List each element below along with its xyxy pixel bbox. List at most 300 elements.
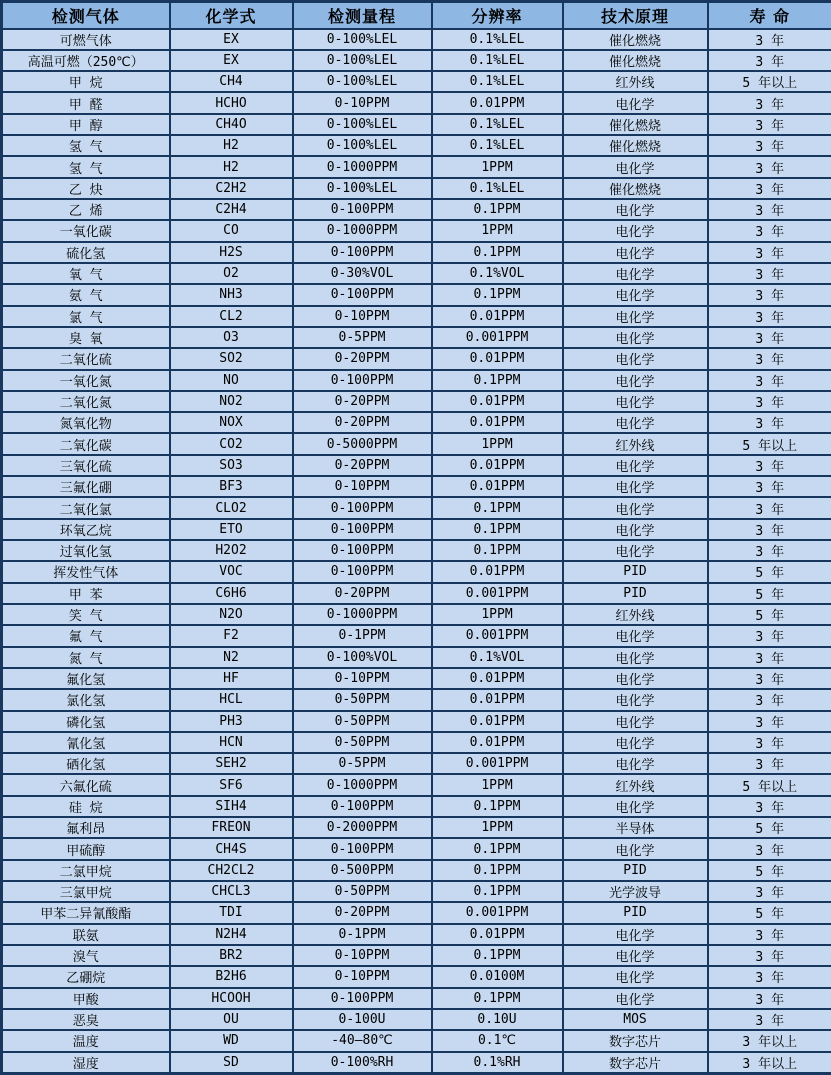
gas-name-cell: 可燃气体	[2, 29, 170, 50]
gas-name-cell: 环氧乙烷	[2, 519, 170, 540]
column-header: 分辨率	[432, 2, 563, 29]
principle-cell: 数字芯片	[563, 1052, 708, 1074]
principle-cell: 电化学	[563, 647, 708, 668]
principle-cell: 电化学	[563, 199, 708, 220]
table-row	[2, 732, 831, 753]
formula-cell: CH4	[170, 71, 293, 92]
resolution-cell: 0.0100M	[432, 966, 563, 987]
formula-cell: HCOOH	[170, 988, 293, 1009]
principle-cell: 电化学	[563, 284, 708, 305]
range-cell: 0-1000PPM	[293, 156, 432, 177]
resolution-cell: 0.01PPM	[432, 348, 563, 369]
gas-name-cell: 恶臭	[2, 1009, 170, 1030]
formula-cell: N2H4	[170, 924, 293, 945]
principle-cell: 电化学	[563, 924, 708, 945]
range-cell: 0-100PPM	[293, 561, 432, 582]
table-row	[2, 924, 831, 945]
lifetime-cell: 3 年	[708, 732, 831, 753]
formula-cell: SIH4	[170, 796, 293, 817]
table-row	[2, 412, 831, 433]
range-cell: 0-500PPM	[293, 860, 432, 881]
range-cell: 0-5PPM	[293, 327, 432, 348]
principle-cell: 红外线	[563, 71, 708, 92]
formula-cell: N2O	[170, 604, 293, 625]
range-cell: 0-100PPM	[293, 497, 432, 518]
formula-cell: OU	[170, 1009, 293, 1030]
resolution-cell: 0.01PPM	[432, 711, 563, 732]
formula-cell: CLO2	[170, 497, 293, 518]
lifetime-cell: 3 年以上	[708, 1030, 831, 1051]
formula-cell: BF3	[170, 476, 293, 497]
resolution-cell: 0.1PPM	[432, 988, 563, 1009]
lifetime-cell: 5 年以上	[708, 774, 831, 795]
principle-cell: 电化学	[563, 796, 708, 817]
gas-name-cell: 硅 烷	[2, 796, 170, 817]
table-row	[2, 391, 831, 412]
resolution-cell: 0.01PPM	[432, 306, 563, 327]
table-row	[2, 1052, 831, 1074]
resolution-cell: 0.10U	[432, 1009, 563, 1030]
table-row	[2, 476, 831, 497]
lifetime-cell: 3 年	[708, 796, 831, 817]
principle-cell: 电化学	[563, 370, 708, 391]
column-header: 技术原理	[563, 2, 708, 29]
resolution-cell: 0.01PPM	[432, 412, 563, 433]
range-cell: 0-50PPM	[293, 711, 432, 732]
range-cell: 0-100PPM	[293, 988, 432, 1009]
gas-name-cell: 臭 氧	[2, 327, 170, 348]
principle-cell: 电化学	[563, 306, 708, 327]
table-row	[2, 966, 831, 987]
gas-name-cell: 二氧化碳	[2, 433, 170, 454]
range-cell: 0-100PPM	[293, 242, 432, 263]
lifetime-cell: 3 年	[708, 519, 831, 540]
formula-cell: H2	[170, 135, 293, 156]
formula-cell: NO	[170, 370, 293, 391]
range-cell: 0-5PPM	[293, 753, 432, 774]
formula-cell: F2	[170, 625, 293, 646]
resolution-cell: 0.1%RH	[432, 1052, 563, 1074]
resolution-cell: 0.01PPM	[432, 924, 563, 945]
table-row	[2, 497, 831, 518]
principle-cell: PID	[563, 583, 708, 604]
principle-cell: 半导体	[563, 817, 708, 838]
table-row	[2, 263, 831, 284]
range-cell: 0-100%LEL	[293, 71, 432, 92]
formula-cell: HCL	[170, 689, 293, 710]
range-cell: 0-5000PPM	[293, 433, 432, 454]
principle-cell: 电化学	[563, 838, 708, 859]
resolution-cell: 0.001PPM	[432, 625, 563, 646]
gas-name-cell: 温度	[2, 1030, 170, 1051]
header-row	[2, 2, 831, 29]
table-row	[2, 647, 831, 668]
table-row	[2, 135, 831, 156]
table-row	[2, 668, 831, 689]
range-cell: 0-1000PPM	[293, 604, 432, 625]
resolution-cell: 0.01PPM	[432, 561, 563, 582]
lifetime-cell: 3 年	[708, 135, 831, 156]
lifetime-cell: 3 年	[708, 966, 831, 987]
gas-name-cell: 氨 气	[2, 284, 170, 305]
formula-cell: NH3	[170, 284, 293, 305]
formula-cell: H2O2	[170, 540, 293, 561]
table-row	[2, 284, 831, 305]
range-cell: 0-10PPM	[293, 966, 432, 987]
table-row	[2, 881, 831, 902]
gas-name-cell: 氢 气	[2, 135, 170, 156]
gas-name-cell: 六氟化硫	[2, 774, 170, 795]
lifetime-cell: 3 年	[708, 242, 831, 263]
table-row	[2, 242, 831, 263]
principle-cell: 电化学	[563, 497, 708, 518]
formula-cell: CL2	[170, 306, 293, 327]
range-cell: 0-20PPM	[293, 348, 432, 369]
table-row	[2, 753, 831, 774]
range-cell: 0-100%LEL	[293, 135, 432, 156]
formula-cell: HCN	[170, 732, 293, 753]
table-row	[2, 178, 831, 199]
column-header: 检测量程	[293, 2, 432, 29]
gas-name-cell: 甲 醛	[2, 92, 170, 113]
lifetime-cell: 3 年	[708, 391, 831, 412]
formula-cell: H2S	[170, 242, 293, 263]
lifetime-cell: 3 年	[708, 156, 831, 177]
lifetime-cell: 3 年	[708, 540, 831, 561]
lifetime-cell: 3 年	[708, 1009, 831, 1030]
range-cell: 0-20PPM	[293, 455, 432, 476]
lifetime-cell: 3 年	[708, 220, 831, 241]
formula-cell: TDI	[170, 902, 293, 923]
principle-cell: 催化燃烧	[563, 29, 708, 50]
principle-cell: 电化学	[563, 92, 708, 113]
principle-cell: 数字芯片	[563, 1030, 708, 1051]
column-header: 检测气体	[2, 2, 170, 29]
lifetime-cell: 3 年	[708, 838, 831, 859]
principle-cell: 电化学	[563, 412, 708, 433]
formula-cell: CHCL3	[170, 881, 293, 902]
resolution-cell: 0.1PPM	[432, 945, 563, 966]
table-row	[2, 370, 831, 391]
gas-name-cell: 甲 醇	[2, 114, 170, 135]
range-cell: 0-100%LEL	[293, 29, 432, 50]
formula-cell: SD	[170, 1052, 293, 1074]
formula-cell: WD	[170, 1030, 293, 1051]
gas-name-cell: 氯 气	[2, 306, 170, 327]
resolution-cell: 0.1PPM	[432, 370, 563, 391]
gas-name-cell: 联氨	[2, 924, 170, 945]
lifetime-cell: 3 年	[708, 50, 831, 71]
table-body	[2, 29, 831, 1074]
gas-name-cell: 氧 气	[2, 263, 170, 284]
resolution-cell: 1PPM	[432, 220, 563, 241]
resolution-cell: 0.1PPM	[432, 881, 563, 902]
range-cell: 0-100PPM	[293, 199, 432, 220]
lifetime-cell: 3 年以上	[708, 1052, 831, 1074]
lifetime-cell: 3 年	[708, 668, 831, 689]
formula-cell: CO	[170, 220, 293, 241]
lifetime-cell: 5 年	[708, 817, 831, 838]
table-row	[2, 711, 831, 732]
principle-cell: PID	[563, 561, 708, 582]
range-cell: 0-1PPM	[293, 625, 432, 646]
table-row	[2, 902, 831, 923]
lifetime-cell: 3 年	[708, 306, 831, 327]
principle-cell: 电化学	[563, 348, 708, 369]
lifetime-cell: 5 年	[708, 604, 831, 625]
range-cell: 0-20PPM	[293, 902, 432, 923]
gas-name-cell: 氟利昂	[2, 817, 170, 838]
gas-name-cell: 二氧化氮	[2, 391, 170, 412]
lifetime-cell: 3 年	[708, 647, 831, 668]
resolution-cell: 0.1%VOL	[432, 263, 563, 284]
range-cell: 0-100PPM	[293, 519, 432, 540]
table-row	[2, 561, 831, 582]
range-cell: 0-10PPM	[293, 668, 432, 689]
range-cell: 0-100%LEL	[293, 50, 432, 71]
principle-cell: 红外线	[563, 433, 708, 454]
table-row	[2, 604, 831, 625]
lifetime-cell: 3 年	[708, 753, 831, 774]
gas-name-cell: 溴气	[2, 945, 170, 966]
formula-cell: SO2	[170, 348, 293, 369]
resolution-cell: 0.1%LEL	[432, 114, 563, 135]
lifetime-cell: 3 年	[708, 327, 831, 348]
resolution-cell: 0.1℃	[432, 1030, 563, 1051]
lifetime-cell: 5 年以上	[708, 433, 831, 454]
range-cell: 0-100PPM	[293, 540, 432, 561]
principle-cell: 电化学	[563, 625, 708, 646]
table-row	[2, 92, 831, 113]
gas-name-cell: 乙 烯	[2, 199, 170, 220]
formula-cell: O3	[170, 327, 293, 348]
gas-name-cell: 氢 气	[2, 156, 170, 177]
formula-cell: NO2	[170, 391, 293, 412]
range-cell: 0-10PPM	[293, 92, 432, 113]
gas-name-cell: 二氧化氯	[2, 497, 170, 518]
range-cell: 0-10PPM	[293, 306, 432, 327]
table-row	[2, 455, 831, 476]
resolution-cell: 0.1%LEL	[432, 29, 563, 50]
formula-cell: C2H4	[170, 199, 293, 220]
principle-cell: 电化学	[563, 519, 708, 540]
lifetime-cell: 5 年以上	[708, 71, 831, 92]
resolution-cell: 0.01PPM	[432, 732, 563, 753]
table-row	[2, 348, 831, 369]
principle-cell: 电化学	[563, 220, 708, 241]
table-row	[2, 114, 831, 135]
lifetime-cell: 3 年	[708, 924, 831, 945]
gas-name-cell: 挥发性气体	[2, 561, 170, 582]
lifetime-cell: 5 年	[708, 902, 831, 923]
lifetime-cell: 3 年	[708, 178, 831, 199]
resolution-cell: 1PPM	[432, 156, 563, 177]
lifetime-cell: 3 年	[708, 92, 831, 113]
formula-cell: O2	[170, 263, 293, 284]
formula-cell: VOC	[170, 561, 293, 582]
principle-cell: PID	[563, 902, 708, 923]
table-row	[2, 71, 831, 92]
table-row	[2, 860, 831, 881]
table-row	[2, 1009, 831, 1030]
gas-name-cell: 三氧化硫	[2, 455, 170, 476]
resolution-cell: 0.001PPM	[432, 753, 563, 774]
gas-name-cell: 乙硼烷	[2, 966, 170, 987]
principle-cell: 电化学	[563, 689, 708, 710]
resolution-cell: 0.001PPM	[432, 327, 563, 348]
gas-name-cell: 氰化氢	[2, 732, 170, 753]
gas-name-cell: 甲硫醇	[2, 838, 170, 859]
gas-name-cell: 甲 苯	[2, 583, 170, 604]
table-row	[2, 156, 831, 177]
range-cell: 0-100PPM	[293, 838, 432, 859]
principle-cell: 光学波导	[563, 881, 708, 902]
table-row	[2, 220, 831, 241]
range-cell: 0-100PPM	[293, 284, 432, 305]
range-cell: 0-30%VOL	[293, 263, 432, 284]
table-row	[2, 817, 831, 838]
gas-name-cell: 三氯甲烷	[2, 881, 170, 902]
column-header: 化学式	[170, 2, 293, 29]
principle-cell: PID	[563, 860, 708, 881]
resolution-cell: 0.001PPM	[432, 902, 563, 923]
range-cell: 0-1000PPM	[293, 774, 432, 795]
lifetime-cell: 3 年	[708, 881, 831, 902]
gas-name-cell: 硫化氢	[2, 242, 170, 263]
lifetime-cell: 3 年	[708, 455, 831, 476]
gas-name-cell: 湿度	[2, 1052, 170, 1074]
table-row	[2, 519, 831, 540]
principle-cell: 电化学	[563, 966, 708, 987]
gas-name-cell: 氟化氢	[2, 668, 170, 689]
principle-cell: 电化学	[563, 327, 708, 348]
lifetime-cell: 3 年	[708, 689, 831, 710]
resolution-cell: 0.1%LEL	[432, 178, 563, 199]
table-row	[2, 774, 831, 795]
resolution-cell: 0.01PPM	[432, 391, 563, 412]
table-row	[2, 50, 831, 71]
range-cell: 0-100%LEL	[293, 114, 432, 135]
principle-cell: 电化学	[563, 242, 708, 263]
principle-cell: 催化燃烧	[563, 135, 708, 156]
gas-name-cell: 氟 气	[2, 625, 170, 646]
resolution-cell: 0.01PPM	[432, 668, 563, 689]
resolution-cell: 0.1%LEL	[432, 71, 563, 92]
lifetime-cell: 5 年	[708, 583, 831, 604]
formula-cell: ETO	[170, 519, 293, 540]
principle-cell: 电化学	[563, 988, 708, 1009]
principle-cell: 电化学	[563, 263, 708, 284]
formula-cell: CH4S	[170, 838, 293, 859]
principle-cell: 电化学	[563, 668, 708, 689]
resolution-cell: 0.1PPM	[432, 497, 563, 518]
range-cell: 0-10PPM	[293, 945, 432, 966]
gas-name-cell: 高温可燃（250℃）	[2, 50, 170, 71]
formula-cell: CH2CL2	[170, 860, 293, 881]
formula-cell: NOX	[170, 412, 293, 433]
principle-cell: MOS	[563, 1009, 708, 1030]
lifetime-cell: 3 年	[708, 412, 831, 433]
resolution-cell: 0.1%VOL	[432, 647, 563, 668]
table-row	[2, 796, 831, 817]
resolution-cell: 0.1PPM	[432, 199, 563, 220]
principle-cell: 电化学	[563, 732, 708, 753]
formula-cell: CO2	[170, 433, 293, 454]
resolution-cell: 1PPM	[432, 433, 563, 454]
column-header: 寿 命	[708, 2, 831, 29]
lifetime-cell: 3 年	[708, 348, 831, 369]
range-cell: 0-20PPM	[293, 391, 432, 412]
range-cell: 0-50PPM	[293, 732, 432, 753]
formula-cell: HCHO	[170, 92, 293, 113]
gas-name-cell: 氮氧化物	[2, 412, 170, 433]
lifetime-cell: 3 年	[708, 711, 831, 732]
resolution-cell: 0.1PPM	[432, 519, 563, 540]
lifetime-cell: 3 年	[708, 370, 831, 391]
principle-cell: 催化燃烧	[563, 178, 708, 199]
table-row	[2, 583, 831, 604]
resolution-cell: 0.01PPM	[432, 92, 563, 113]
gas-name-cell: 一氧化碳	[2, 220, 170, 241]
gas-name-cell: 二氯甲烷	[2, 860, 170, 881]
resolution-cell: 0.1PPM	[432, 796, 563, 817]
formula-cell: H2	[170, 156, 293, 177]
gas-name-cell: 硒化氢	[2, 753, 170, 774]
lifetime-cell: 3 年	[708, 988, 831, 1009]
formula-cell: HF	[170, 668, 293, 689]
principle-cell: 电化学	[563, 391, 708, 412]
table-row	[2, 327, 831, 348]
formula-cell: SEH2	[170, 753, 293, 774]
range-cell: 0-1000PPM	[293, 220, 432, 241]
resolution-cell: 0.01PPM	[432, 476, 563, 497]
gas-name-cell: 磷化氢	[2, 711, 170, 732]
range-cell: 0-100U	[293, 1009, 432, 1030]
range-cell: 0-50PPM	[293, 881, 432, 902]
lifetime-cell: 3 年	[708, 114, 831, 135]
lifetime-cell: 3 年	[708, 284, 831, 305]
principle-cell: 电化学	[563, 540, 708, 561]
range-cell: 0-100%RH	[293, 1052, 432, 1074]
lifetime-cell: 3 年	[708, 199, 831, 220]
principle-cell: 红外线	[563, 604, 708, 625]
resolution-cell: 0.1PPM	[432, 284, 563, 305]
lifetime-cell: 3 年	[708, 476, 831, 497]
lifetime-cell: 3 年	[708, 945, 831, 966]
lifetime-cell: 5 年	[708, 860, 831, 881]
gas-name-cell: 乙 炔	[2, 178, 170, 199]
principle-cell: 电化学	[563, 945, 708, 966]
principle-cell: 催化燃烧	[563, 50, 708, 71]
formula-cell: B2H6	[170, 966, 293, 987]
table-row	[2, 988, 831, 1009]
principle-cell: 电化学	[563, 476, 708, 497]
range-cell: 0-10PPM	[293, 476, 432, 497]
principle-cell: 红外线	[563, 774, 708, 795]
range-cell: 0-1PPM	[293, 924, 432, 945]
resolution-cell: 0.1PPM	[432, 838, 563, 859]
formula-cell: EX	[170, 29, 293, 50]
lifetime-cell: 3 年	[708, 29, 831, 50]
resolution-cell: 0.1%LEL	[432, 50, 563, 71]
range-cell: 0-50PPM	[293, 689, 432, 710]
table-row	[2, 945, 831, 966]
table-row	[2, 306, 831, 327]
table-header	[2, 2, 831, 29]
table-row	[2, 1030, 831, 1051]
range-cell: 0-20PPM	[293, 583, 432, 604]
formula-cell: N2	[170, 647, 293, 668]
